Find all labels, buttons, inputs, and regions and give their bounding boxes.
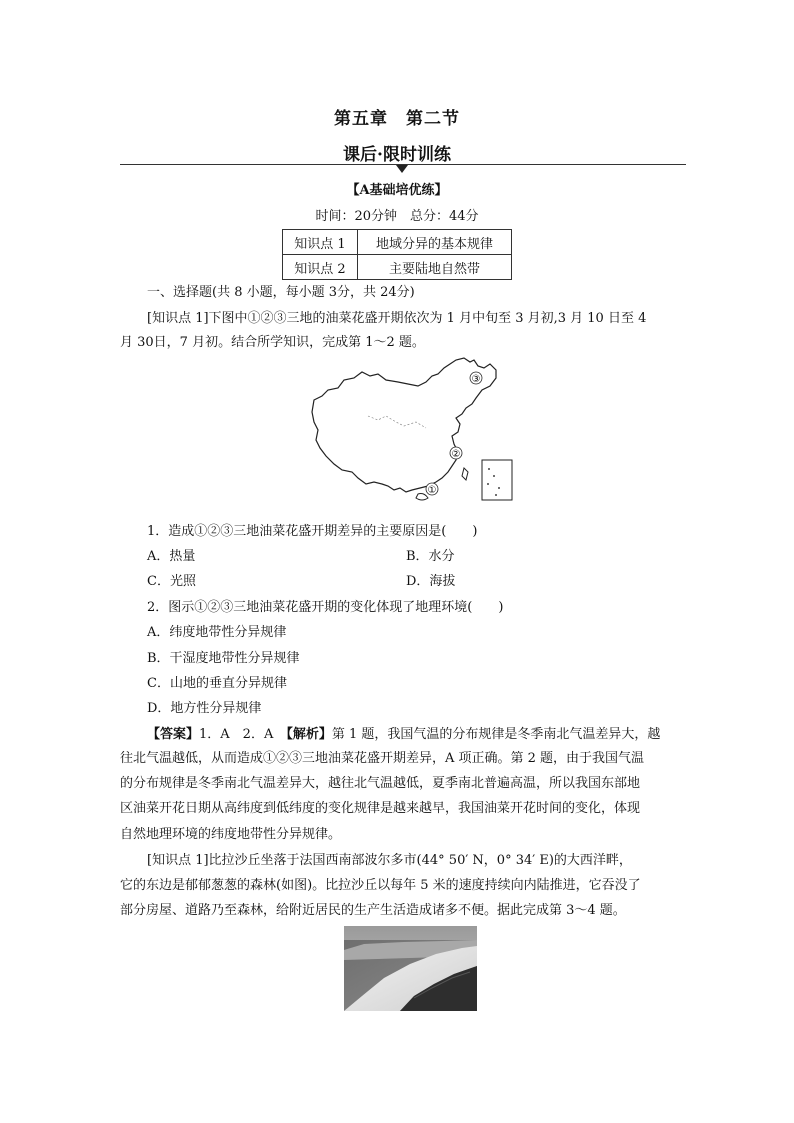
timing-info: 时间：20分钟 总分：44分 <box>315 209 479 224</box>
question-1-option-a: A．热量 <box>147 549 196 564</box>
question-2-option-d: D．地方性分异规律 <box>147 701 262 716</box>
passage2-line: 部分房屋、道路乃至森林，给附近居民的生产生活造成诸多不便。据此完成第 3～4 题。 <box>120 903 626 918</box>
chapter-subtitle: 课后·限时训练 <box>343 145 451 165</box>
question-1-option-c: C．光照 <box>147 574 196 589</box>
answer-text: 1．A 2．A <box>199 727 287 742</box>
analysis-line: 自然地理环境的纬度地带性分异规律。 <box>120 827 342 842</box>
analysis-tag: 【解析】 <box>286 727 332 742</box>
table-row <box>283 230 512 255</box>
table-row <box>283 255 512 280</box>
passage1-line: 月 30日，7 月初。结合所学知识，完成第 1～2 题。 <box>120 335 425 350</box>
answer-tag: 【答案】 <box>147 727 200 742</box>
analysis-line: 的分布规律是冬季南北气温差异大，越往北气温越低，夏季南北普遍高温，所以我国东部地 <box>120 776 641 791</box>
passage2-line: [知识点 1]比拉沙丘坐落于法国西南部波尔多市(44° 50′ N，0° 34′ E)的大西洋畔， <box>147 853 632 868</box>
question-2-option-a: A．纬度地带性分异规律 <box>147 625 287 640</box>
triangle-marker-icon <box>396 165 408 173</box>
chapter-title: 第五章 第二节 <box>334 109 460 129</box>
map-marker-3: ③ <box>471 374 481 385</box>
question-1-option-b: B．水分 <box>406 549 455 564</box>
passage1-line: [知识点 1]下图中①②③三地的油菜花盛开期依次为 1 月中旬至 3 月初,3 月 10 日至 4 <box>147 311 647 326</box>
table-cell: 知识点 1 <box>283 230 358 255</box>
table-cell: 知识点 2 <box>283 255 358 280</box>
question-1-option-d: D．海拔 <box>406 574 456 589</box>
answer-line <box>147 726 660 743</box>
section-label: 【A基础培优练】 <box>346 183 448 198</box>
analysis-text: 第 1 题，我国气温的分布规律是冬季南北气温差异大，越 <box>331 727 661 742</box>
china-map-outline <box>308 356 532 507</box>
question-2-option-b: B．干湿度地带性分异规律 <box>147 651 300 666</box>
table-cell: 地域分异的基本规律 <box>358 230 512 255</box>
question-2-stem: 2．图示①②③三地油菜花盛开期的变化体现了地理环境( ) <box>147 600 504 615</box>
question-1-stem: 1．造成①②③三地油菜花盛开期差异的主要原因是( ) <box>147 524 478 539</box>
map-marker-1: ① <box>427 485 437 496</box>
knowledge-point-table <box>282 229 512 280</box>
question-2-option-c: C．山地的垂直分异规律 <box>147 676 287 691</box>
dune-photo-image <box>344 926 477 1011</box>
table-cell: 主要陆地自然带 <box>358 255 512 280</box>
analysis-line: 往北气温越低，从而造成①②③三地油菜花盛开期差异，A 项正确。第 2 题，由于我国气温 <box>120 751 645 766</box>
china-map-figure <box>308 356 532 507</box>
map-marker-2: ② <box>451 449 461 460</box>
passage2-line: 它的东边是郁郁葱葱的森林(如图)。比拉沙丘以每年 5 米的速度持续向内陆推进，它吞没了 <box>120 878 641 893</box>
analysis-line: 区油菜开花日期从高纬度到低纬度的变化规律是越来越早，我国油菜开花时间的变化，体现 <box>120 801 641 816</box>
part-heading: 一、选择题(共 8 小题，每小题 3分，共 24分) <box>147 285 415 300</box>
dune-photo <box>344 926 477 1011</box>
